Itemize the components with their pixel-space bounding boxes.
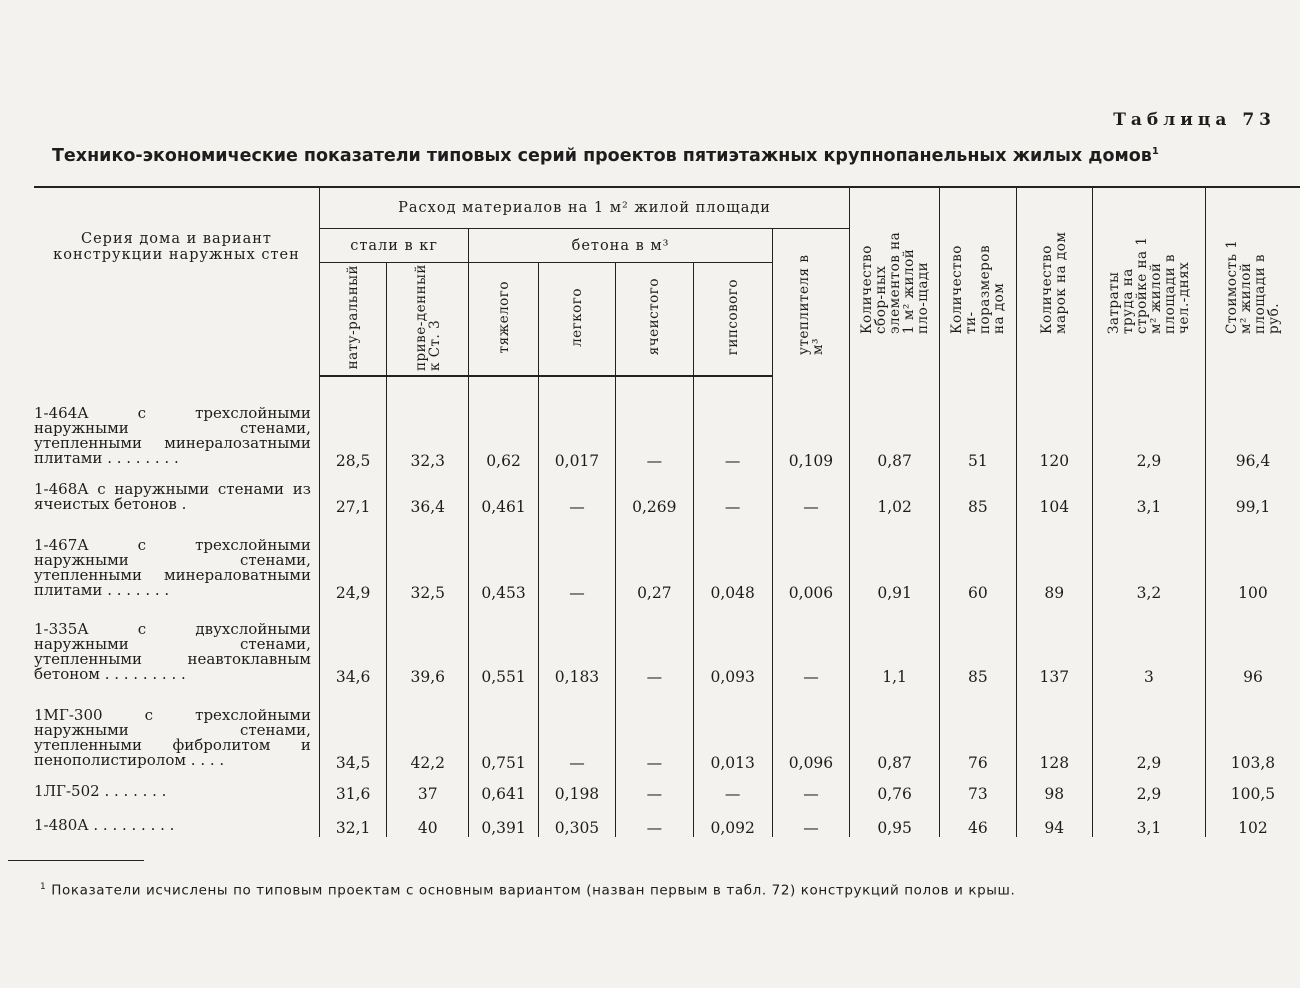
series-cell: 1МГ-300 с трехслойными наружными стенами, утепленными фибролитом и пенополистиролом . . . . <box>34 706 311 769</box>
prefab-count-cell: 1,02 <box>850 470 940 516</box>
concrete-cellular-cell: 0,269 <box>616 470 693 516</box>
steel-reduced-cell: 36,4 <box>387 470 469 516</box>
caption-text: Технико-экономические показатели типовых серий проектов пятиэтажных крупнопанельных жилых домов <box>52 146 1152 166</box>
cost-cell: 103,8 <box>1205 686 1300 772</box>
series-cell: 1-467А с трехслойными наружными стенами, утепленными минераловатными плитами . . . . . . . <box>34 536 311 599</box>
table-number: Таблица 73 <box>1113 110 1276 130</box>
steel-natural-cell: 24,9 <box>319 516 386 602</box>
caption-footnote-mark: 1 <box>1151 146 1159 158</box>
grades-count-cell: 94 <box>1016 803 1092 837</box>
footnote <box>40 882 1015 899</box>
sizes-count-cell: 73 <box>940 772 1017 803</box>
prefab-count-cell: 0,87 <box>850 686 940 772</box>
table-row <box>34 686 1300 772</box>
cost-cell: 100,5 <box>1205 772 1300 803</box>
footnote-mark: 1 <box>40 882 47 892</box>
natural-header <box>319 263 386 377</box>
concrete-header: бетона в м³ <box>469 229 772 263</box>
series-header: Серия дома и вариант конструкции наружных стен <box>34 187 319 376</box>
sizes-count-cell: 85 <box>940 602 1017 686</box>
sizes-count-cell: 76 <box>940 686 1017 772</box>
steel-reduced-cell: 42,2 <box>387 686 469 772</box>
concrete-heavy-cell: 0,641 <box>469 772 539 803</box>
table-caption <box>52 146 1272 166</box>
concrete-heavy-cell: 0,461 <box>469 470 539 516</box>
sizes-count-header-text: Количество ти-поразмеров на дом <box>948 244 1007 334</box>
table-body <box>34 376 1300 837</box>
footnote-rule <box>8 860 144 861</box>
table-row <box>34 516 1300 602</box>
labor-cell: 3 <box>1092 602 1205 686</box>
insulation-cell: — <box>772 772 849 803</box>
prefab-count-cell: 0,95 <box>850 803 940 837</box>
cost-cell: 96 <box>1205 602 1300 686</box>
concrete-light-cell: — <box>538 686 615 772</box>
series-cell: 1-480А . . . . . . . . . <box>34 816 175 834</box>
concrete-light-cell: — <box>538 516 615 602</box>
concrete-light-cell: 0,017 <box>538 376 615 470</box>
sizes-count-header <box>940 187 1017 376</box>
prefab-count-cell: 0,76 <box>850 772 940 803</box>
concrete-gypsum-cell: 0,013 <box>693 686 772 772</box>
cost-cell: 100 <box>1205 516 1300 602</box>
table-row <box>34 376 1300 470</box>
cost-header-text: Стоимость 1 м² жилой площади в руб. <box>1223 239 1282 334</box>
series-cell: 1-335А с двухслойными наружными стенами, утепленными неавтоклавным бетоном . . . . . . . . . <box>34 620 311 683</box>
grades-count-cell: 89 <box>1016 516 1092 602</box>
concrete-cellular-cell: — <box>616 803 693 837</box>
steel-reduced-cell: 32,3 <box>387 376 469 470</box>
concrete-light-cell: — <box>538 470 615 516</box>
series-cell: 1-464А с трехслойными наружными стенами, утепленными минералозатными плитами . . . . . . . . <box>34 404 311 467</box>
grades-count-cell: 137 <box>1016 602 1092 686</box>
insulation-cell: 0,006 <box>772 516 849 602</box>
sizes-count-cell: 60 <box>940 516 1017 602</box>
concrete-gypsum-cell: — <box>693 376 772 470</box>
concrete-cellular-cell: — <box>616 602 693 686</box>
concrete-gypsum-cell: — <box>693 470 772 516</box>
concrete-gypsum-cell: 0,048 <box>693 516 772 602</box>
prefab-count-header-text: Количество сбор-ных элементов на 1 м² жилой пло-щади <box>858 231 931 334</box>
concrete-cellular-cell: — <box>616 686 693 772</box>
grades-count-cell: 128 <box>1016 686 1092 772</box>
heavy-header-text: тяжелого <box>495 280 512 354</box>
light-header-text: легкого <box>568 287 585 347</box>
concrete-cellular-cell: 0,27 <box>616 516 693 602</box>
labor-cell: 3,1 <box>1092 470 1205 516</box>
cellular-header-text: ячеистого <box>646 278 663 356</box>
grades-count-cell: 98 <box>1016 772 1092 803</box>
series-cell: 1-468А с наружными стенами из ячеистых бетонов . <box>34 480 311 513</box>
indicators-table <box>34 186 1300 837</box>
concrete-gypsum-cell: 0,093 <box>693 602 772 686</box>
sizes-count-cell: 46 <box>940 803 1017 837</box>
concrete-light-cell: 0,198 <box>538 772 615 803</box>
steel-natural-cell: 31,6 <box>319 772 386 803</box>
insulation-cell: — <box>772 803 849 837</box>
concrete-gypsum-cell: — <box>693 772 772 803</box>
concrete-heavy-cell: 0,751 <box>469 686 539 772</box>
table-row <box>34 772 1300 803</box>
steel-reduced-cell: 32,5 <box>387 516 469 602</box>
table-row <box>34 470 1300 516</box>
steel-natural-cell: 32,1 <box>319 803 386 837</box>
insulation-cell: 0,109 <box>772 376 849 470</box>
labor-cell: 3,1 <box>1092 803 1205 837</box>
concrete-light-cell: 0,183 <box>538 602 615 686</box>
steel-natural-cell: 34,6 <box>319 602 386 686</box>
concrete-gypsum-cell: 0,092 <box>693 803 772 837</box>
cellular-header <box>616 263 693 377</box>
grades-count-header <box>1016 187 1092 376</box>
cost-header <box>1205 187 1300 376</box>
grades-count-cell: 104 <box>1016 470 1092 516</box>
materials-header: Расход материалов на 1 м² жилой площади <box>319 187 849 229</box>
cost-cell: 99,1 <box>1205 470 1300 516</box>
concrete-light-cell: 0,305 <box>538 803 615 837</box>
reduced-header <box>387 263 469 377</box>
labor-header <box>1092 187 1205 376</box>
series-cell: 1ЛГ-502 . . . . . . . <box>34 782 167 800</box>
cost-cell: 96,4 <box>1205 376 1300 470</box>
concrete-heavy-cell: 0,551 <box>469 602 539 686</box>
concrete-heavy-cell: 0,391 <box>469 803 539 837</box>
prefab-count-cell: 0,87 <box>850 376 940 470</box>
concrete-cellular-cell: — <box>616 376 693 470</box>
concrete-cellular-cell: — <box>616 772 693 803</box>
gypsum-header-text: гипсового <box>724 278 741 356</box>
prefab-count-header <box>850 187 940 376</box>
steel-natural-cell: 27,1 <box>319 470 386 516</box>
steel-reduced-cell: 37 <box>387 772 469 803</box>
labor-cell: 2,9 <box>1092 376 1205 470</box>
table-row <box>34 803 1300 837</box>
steel-reduced-cell: 39,6 <box>387 602 469 686</box>
cost-cell: 102 <box>1205 803 1300 837</box>
prefab-count-cell: 1,1 <box>850 602 940 686</box>
labor-cell: 2,9 <box>1092 686 1205 772</box>
concrete-heavy-cell: 0,62 <box>469 376 539 470</box>
light-header <box>538 263 615 377</box>
sizes-count-cell: 51 <box>940 376 1017 470</box>
table-row <box>34 602 1300 686</box>
insulation-header <box>772 229 849 377</box>
labor-cell: 2,9 <box>1092 772 1205 803</box>
footnote-text: Показатели исчислены по типовым проектам с основным вариантом (назван первым в табл. 72) конструкций полов и крыш. <box>51 882 1016 899</box>
gypsum-header <box>693 263 772 377</box>
concrete-heavy-cell: 0,453 <box>469 516 539 602</box>
sizes-count-cell: 85 <box>940 470 1017 516</box>
insulation-header-text: утеплителя в м³ <box>795 254 826 355</box>
insulation-cell: — <box>772 602 849 686</box>
insulation-cell: 0,096 <box>772 686 849 772</box>
labor-cell: 3,2 <box>1092 516 1205 602</box>
prefab-count-cell: 0,91 <box>850 516 940 602</box>
insulation-cell: — <box>772 470 849 516</box>
grades-count-header-text: Количество марок на дом <box>1039 231 1070 334</box>
heavy-header <box>469 263 539 377</box>
natural-header-text: нату-ральный <box>345 264 362 370</box>
steel-header: стали в кг <box>319 229 468 263</box>
steel-natural-cell: 34,5 <box>319 686 386 772</box>
steel-reduced-cell: 40 <box>387 803 469 837</box>
reduced-header-text: приве-денный к Ст. 3 <box>412 264 443 371</box>
labor-header-text: Затраты труда на стройке на 1 м² жилой площади в чел.-днях <box>1105 236 1192 334</box>
grades-count-cell: 120 <box>1016 376 1092 470</box>
steel-natural-cell: 28,5 <box>319 376 386 470</box>
